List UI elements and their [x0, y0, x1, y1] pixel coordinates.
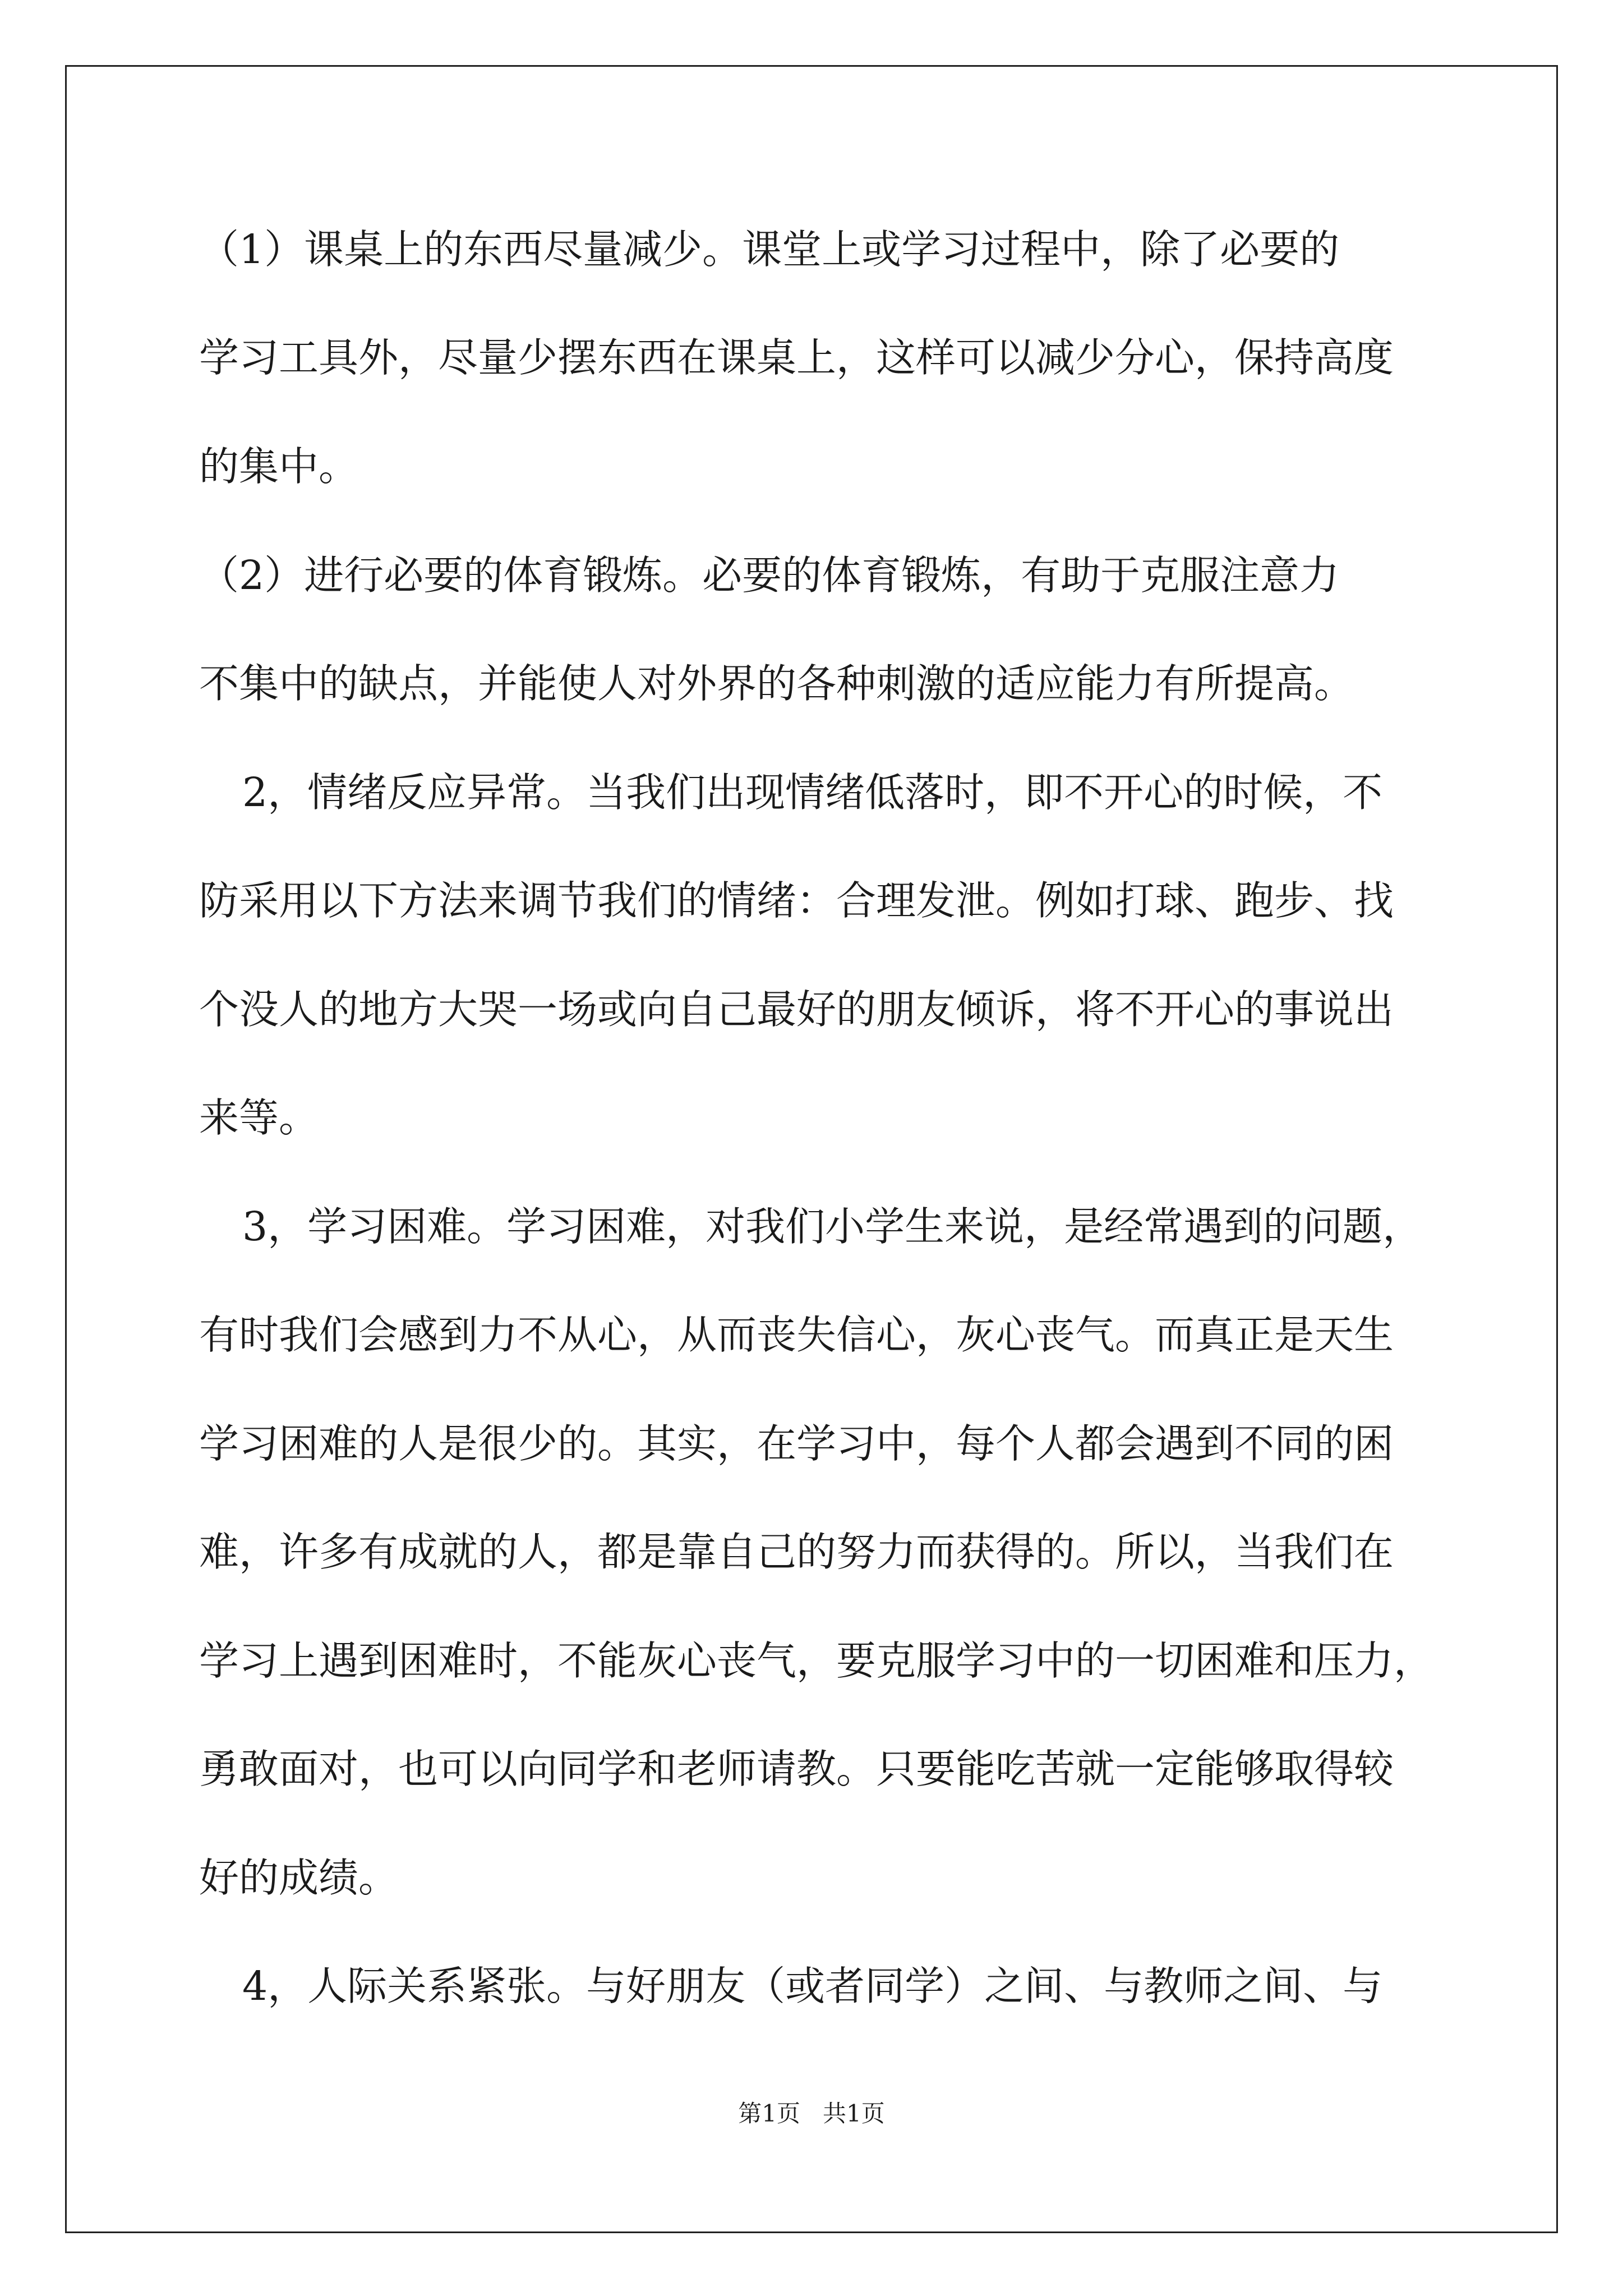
paragraph-4-line-1: 3，学习困难。学习困难，对我们小学生来说，是经常遇到的问题，	[242, 1203, 1423, 1250]
paragraph-1-line-3: 的集中。	[199, 443, 359, 490]
paragraph-5-line-1: 4，人际关系紧张。与好朋友（或者同学）之间、与教师之间、与	[242, 1963, 1383, 2009]
paragraph-2-line-1: （2）进行必要的体育锻炼。必要的体育锻炼，有助于克服注意力	[199, 552, 1340, 599]
paragraph-1-line-2: 学习工具外，尽量少摆东西在课桌上，这样可以减少分心，保持高度	[199, 334, 1394, 381]
paragraph-4-line-2: 有时我们会感到力不从心，从而丧失信心，灰心丧气。而真正是天生	[199, 1312, 1394, 1358]
paragraph-1-line-1: （1）课桌上的东西尽量减少。课堂上或学习过程中，除了必要的	[199, 226, 1340, 273]
page-footer: 第1页 共1页	[738, 2100, 885, 2127]
paragraph-3-line-3: 个没人的地方大哭一场或向自己最好的朋友倾诉，将不开心的事说出	[199, 986, 1394, 1033]
paragraph-4-line-5: 学习上遇到困难时，不能灰心丧气，要克服学习中的一切困难和压力，	[199, 1637, 1434, 1684]
paragraph-4-line-3: 学习困难的人是很少的。其实，在学习中，每个人都会遇到不同的困	[199, 1420, 1394, 1467]
paragraph-3-line-1: 2，情绪反应异常。当我们出现情绪低落时，即不开心的时候，不	[242, 769, 1383, 816]
paragraph-2-line-2: 不集中的缺点，并能使人对外界的各种刺激的适应能力有所提高。	[199, 660, 1354, 707]
paragraph-3-line-2: 防采用以下方法来调节我们的情绪：合理发泄。例如打球、跑步、找	[199, 877, 1394, 924]
paragraph-3-line-4: 来等。	[199, 1094, 319, 1141]
page-border	[65, 65, 1558, 2233]
paragraph-4-line-4: 难，许多有成就的人，都是靠自己的努力而获得的。所以，当我们在	[199, 1529, 1394, 1575]
paragraph-4-line-6: 勇敢面对，也可以向同学和老师请教。只要能吃苦就一定能够取得较	[199, 1746, 1394, 1792]
paragraph-4-line-7: 好的成绩。	[199, 1855, 399, 1901]
